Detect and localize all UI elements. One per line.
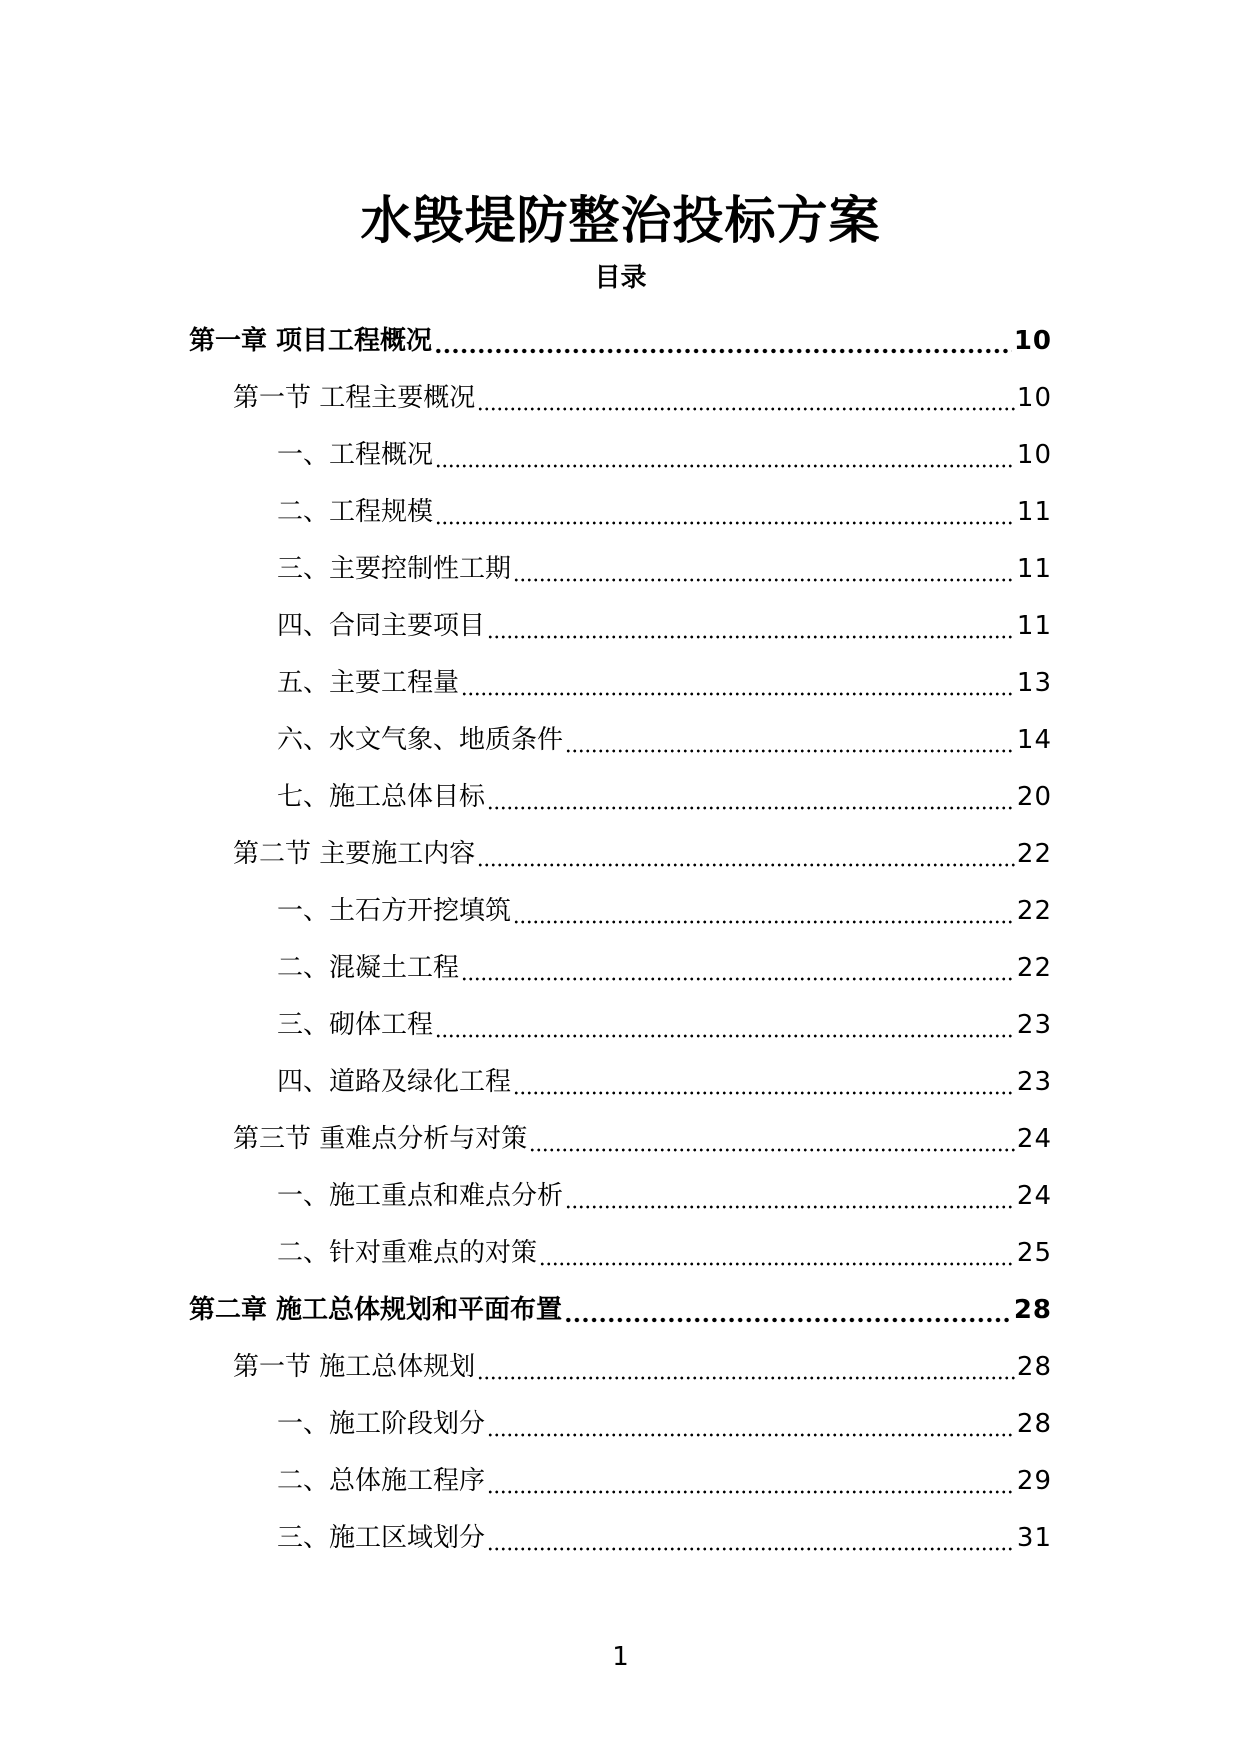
toc-dot-leader	[461, 951, 1015, 985]
toc-entry-page: 10	[1013, 325, 1052, 356]
toc-subsection-entry[interactable]	[0, 1509, 1241, 1566]
toc-dot-leader	[513, 894, 1015, 928]
toc-entry-page: 25	[1016, 1237, 1052, 1268]
toc-subsection-entry[interactable]	[0, 711, 1241, 768]
toc-entry-page: 10	[1016, 439, 1052, 470]
toc-entry-page: 22	[1016, 895, 1052, 926]
toc-subsection-entry[interactable]	[0, 882, 1241, 939]
toc-entry-title: 四、道路及绿化工程	[277, 1066, 512, 1097]
document-title: 水毁堤防整治投标方案	[360, 192, 881, 252]
toc-entry-title: 七、施工总体目标	[277, 781, 486, 812]
toc-entry-page: 22	[1016, 838, 1052, 869]
toc-entry-title: 一、施工阶段划分	[277, 1408, 486, 1439]
toc-dot-leader	[435, 495, 1015, 529]
toc-dot-leader	[565, 1179, 1015, 1213]
toc-entry-title: 第三节 重难点分析与对策	[233, 1123, 528, 1154]
toc-dot-leader	[564, 1293, 1012, 1327]
toc-entry-title: 第一章 项目工程概况	[189, 325, 433, 356]
toc-entry-title: 五、主要工程量	[277, 667, 460, 698]
toc-dot-leader	[435, 1008, 1015, 1042]
toc-entry-title: 第二章 施工总体规划和平面布置	[189, 1294, 563, 1325]
toc-entry-title: 三、主要控制性工期	[277, 553, 512, 584]
toc-section-entry[interactable]	[0, 369, 1241, 426]
toc-dot-leader	[513, 1065, 1015, 1099]
toc-dot-leader	[487, 780, 1015, 814]
toc-dot-leader	[434, 324, 1012, 358]
toc-subsection-entry[interactable]	[0, 597, 1241, 654]
toc-entry-page: 28	[1016, 1351, 1052, 1382]
toc-entry-page: 31	[1016, 1522, 1052, 1553]
toc-entry-page: 20	[1016, 781, 1052, 812]
toc-entry-page: 24	[1016, 1180, 1052, 1211]
toc-dot-leader	[435, 438, 1015, 472]
toc-subsection-entry[interactable]	[0, 426, 1241, 483]
toc-subsection-entry[interactable]	[0, 1224, 1241, 1281]
toc-chapter-entry[interactable]	[0, 312, 1241, 369]
toc-entry-page: 29	[1016, 1465, 1052, 1496]
toc-entry-title: 二、混凝土工程	[277, 952, 460, 983]
toc-dot-leader	[487, 1521, 1015, 1555]
toc-entry-title: 一、工程概况	[277, 439, 434, 470]
toc-entry-title: 一、土石方开挖填筑	[277, 895, 512, 926]
toc-subsection-entry[interactable]	[0, 1395, 1241, 1452]
toc-subsection-entry[interactable]	[0, 1053, 1241, 1110]
toc-entry-title: 四、合同主要项目	[277, 610, 486, 641]
toc-dot-leader	[487, 1464, 1015, 1498]
toc-dot-leader	[487, 609, 1015, 643]
toc-dot-leader	[539, 1236, 1015, 1270]
toc-subsection-entry[interactable]	[0, 1167, 1241, 1224]
toc-entry-title: 第二节 主要施工内容	[233, 838, 476, 869]
toc-dot-leader	[565, 723, 1015, 757]
toc-section-entry[interactable]	[0, 1110, 1241, 1167]
toc-dot-leader	[461, 666, 1015, 700]
toc-entry-page: 28	[1013, 1294, 1052, 1325]
table-of-contents	[0, 312, 1241, 1566]
toc-entry-title: 二、针对重难点的对策	[277, 1237, 538, 1268]
toc-entry-page: 10	[1016, 382, 1052, 413]
toc-dot-leader	[513, 552, 1015, 586]
toc-entry-page: 11	[1016, 553, 1052, 584]
toc-entry-page: 22	[1016, 952, 1052, 983]
toc-heading: 目录	[594, 263, 647, 293]
toc-entry-page: 11	[1016, 610, 1052, 641]
toc-dot-leader	[477, 837, 1015, 871]
toc-entry-title: 二、总体施工程序	[277, 1465, 486, 1496]
toc-section-entry[interactable]	[0, 825, 1241, 882]
toc-entry-title: 一、施工重点和难点分析	[277, 1180, 564, 1211]
toc-section-entry[interactable]	[0, 1338, 1241, 1395]
toc-subsection-entry[interactable]	[0, 540, 1241, 597]
toc-entry-page: 24	[1016, 1123, 1052, 1154]
toc-entry-page: 13	[1016, 667, 1052, 698]
toc-dot-leader	[529, 1122, 1015, 1156]
toc-entry-title: 二、工程规模	[277, 496, 434, 527]
toc-entry-title: 三、砌体工程	[277, 1009, 434, 1040]
toc-subsection-entry[interactable]	[0, 939, 1241, 996]
toc-entry-title: 三、施工区域划分	[277, 1522, 486, 1553]
toc-entry-title: 第一节 工程主要概况	[233, 382, 476, 413]
toc-entry-page: 11	[1016, 496, 1052, 527]
toc-subsection-entry[interactable]	[0, 768, 1241, 825]
toc-subsection-entry[interactable]	[0, 654, 1241, 711]
toc-subsection-entry[interactable]	[0, 483, 1241, 540]
toc-dot-leader	[477, 1350, 1015, 1384]
toc-entry-page: 28	[1016, 1408, 1052, 1439]
toc-entry-page: 23	[1016, 1009, 1052, 1040]
toc-entry-page: 23	[1016, 1066, 1052, 1097]
toc-entry-title: 第一节 施工总体规划	[233, 1351, 476, 1382]
toc-dot-leader	[487, 1407, 1015, 1441]
toc-entry-title: 六、水文气象、地质条件	[277, 724, 564, 755]
toc-subsection-entry[interactable]	[0, 1452, 1241, 1509]
toc-entry-page: 14	[1016, 724, 1052, 755]
toc-chapter-entry[interactable]	[0, 1281, 1241, 1338]
toc-dot-leader	[477, 381, 1015, 415]
page-number: 1	[612, 1642, 629, 1672]
toc-subsection-entry[interactable]	[0, 996, 1241, 1053]
